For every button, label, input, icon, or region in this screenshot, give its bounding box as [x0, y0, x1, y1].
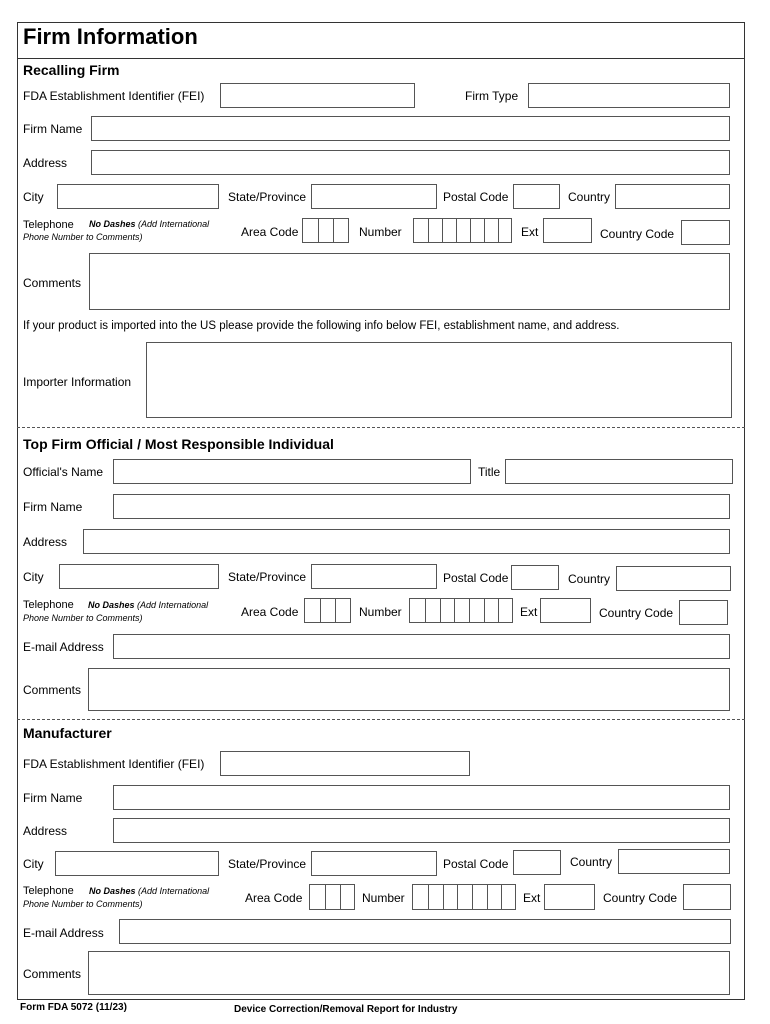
recalling-postal-input[interactable]	[513, 184, 560, 209]
recalling-comments-input[interactable]	[89, 253, 730, 310]
official-state-input[interactable]	[311, 564, 437, 589]
manufacturer-firm-name-input[interactable]	[113, 785, 730, 810]
official-firm-name-input[interactable]	[113, 494, 730, 519]
official-intl-note-1: (Add International	[137, 600, 209, 610]
manufacturer-address-label: Address	[23, 824, 68, 838]
recalling-country-code-label: Country Code	[600, 227, 675, 241]
manufacturer-comments-label: Comments	[23, 967, 82, 981]
importer-info-label: Importer Information	[23, 375, 132, 389]
recalling-country-code-input[interactable]	[681, 220, 730, 245]
manufacturer-number-input[interactable]	[412, 884, 516, 910]
recalling-city-label: City	[23, 190, 44, 204]
manufacturer-fei-label: FDA Establishment Identifier (FEI)	[23, 757, 205, 771]
form-id: Form FDA 5072 (11/23)	[20, 1002, 127, 1013]
recalling-postal-label: Postal Code	[443, 190, 509, 204]
official-email-input[interactable]	[113, 634, 730, 659]
manufacturer-firm-name-label: Firm Name	[23, 791, 83, 805]
official-country-code-label: Country Code	[599, 606, 674, 620]
recalling-firm-type-input[interactable]	[528, 83, 730, 108]
recalling-city-input[interactable]	[57, 184, 219, 209]
official-address-input[interactable]	[83, 529, 730, 554]
recalling-firm-name-label: Firm Name	[23, 122, 83, 136]
official-state-label: State/Province	[228, 570, 307, 584]
manufacturer-heading: Manufacturer	[23, 725, 112, 741]
recalling-address-input[interactable]	[91, 150, 730, 175]
section-divider	[17, 719, 745, 720]
recalling-address-label: Address	[23, 156, 68, 170]
manufacturer-area-code-label: Area Code	[245, 891, 303, 905]
manufacturer-ext-input[interactable]	[544, 884, 595, 910]
official-number-label: Number	[359, 605, 402, 619]
official-number-input[interactable]	[409, 598, 513, 623]
manufacturer-telephone-label: Telephone	[23, 885, 74, 897]
official-comments-input[interactable]	[88, 668, 730, 711]
recalling-number-input[interactable]	[413, 218, 512, 243]
official-area-code-input[interactable]	[304, 598, 351, 623]
recalling-firm-name-input[interactable]	[91, 116, 730, 141]
recalling-intl-note-1: (Add International	[138, 219, 210, 229]
official-postal-input[interactable]	[511, 565, 559, 590]
official-ext-input[interactable]	[540, 598, 591, 623]
recalling-comments-label: Comments	[23, 276, 82, 290]
form-title: Device Correction/Removal Report for Industry	[234, 1004, 458, 1015]
official-ext-label: Ext	[520, 605, 538, 619]
recalling-ext-input[interactable]	[543, 218, 592, 243]
official-postal-label: Postal Code	[443, 571, 509, 585]
official-city-label: City	[23, 570, 44, 584]
official-email-label: E-mail Address	[23, 640, 104, 654]
official-country-code-input[interactable]	[679, 600, 728, 625]
page-title: Firm Information	[23, 24, 198, 49]
official-firm-name-label: Firm Name	[23, 500, 83, 514]
manufacturer-number-label: Number	[362, 891, 405, 905]
official-heading: Top Firm Official / Most Responsible Individual	[23, 436, 334, 452]
manufacturer-email-input[interactable]	[119, 919, 731, 944]
official-no-dashes: No Dashes	[88, 600, 135, 610]
official-title-label: Title	[478, 465, 501, 479]
manufacturer-area-code-input[interactable]	[309, 884, 355, 910]
recalling-fei-label: FDA Establishment Identifier (FEI)	[23, 89, 205, 103]
recalling-firm-heading: Recalling Firm	[23, 62, 120, 78]
recalling-telephone-label: Telephone	[23, 219, 74, 231]
section-divider	[17, 427, 745, 428]
manufacturer-email-label: E-mail Address	[23, 926, 104, 940]
title-divider	[18, 58, 744, 59]
import-note: If your product is imported into the US please provide the following info below FEI, establishment name, and address.	[23, 320, 620, 332]
official-name-label: Official's Name	[23, 465, 104, 479]
recalling-fei-input[interactable]	[220, 83, 415, 108]
manufacturer-postal-label: Postal Code	[443, 857, 509, 871]
official-country-input[interactable]	[616, 566, 731, 591]
manufacturer-comments-input[interactable]	[88, 951, 730, 995]
recalling-country-label: Country	[568, 190, 611, 204]
official-country-label: Country	[568, 572, 611, 586]
official-intl-note-2: Phone Number to Comments)	[23, 613, 143, 623]
manufacturer-intl-note-1: (Add International	[138, 886, 210, 896]
manufacturer-country-code-input[interactable]	[683, 884, 731, 910]
recalling-intl-note-2: Phone Number to Comments)	[23, 232, 143, 242]
official-title-input[interactable]	[505, 459, 733, 484]
official-name-input[interactable]	[113, 459, 471, 484]
manufacturer-no-dashes: No Dashes	[89, 886, 136, 896]
manufacturer-state-label: State/Province	[228, 857, 307, 871]
official-comments-label: Comments	[23, 683, 82, 697]
manufacturer-country-code-label: Country Code	[603, 891, 678, 905]
manufacturer-city-input[interactable]	[55, 851, 219, 876]
recalling-number-label: Number	[359, 225, 402, 239]
manufacturer-city-label: City	[23, 857, 44, 871]
recalling-firm-type-label: Firm Type	[465, 89, 519, 103]
manufacturer-intl-note-2: Phone Number to Comments)	[23, 899, 143, 909]
recalling-state-label: State/Province	[228, 190, 307, 204]
official-area-code-label: Area Code	[241, 605, 299, 619]
recalling-area-code-label: Area Code	[241, 225, 299, 239]
official-city-input[interactable]	[59, 564, 219, 589]
recalling-country-input[interactable]	[615, 184, 730, 209]
manufacturer-postal-input[interactable]	[513, 850, 561, 875]
manufacturer-country-input[interactable]	[618, 849, 730, 874]
official-telephone-label: Telephone	[23, 599, 74, 611]
manufacturer-state-input[interactable]	[311, 851, 437, 876]
official-address-label: Address	[23, 535, 68, 549]
recalling-no-dashes: No Dashes	[89, 219, 136, 229]
manufacturer-country-label: Country	[570, 855, 613, 869]
importer-info-input[interactable]	[146, 342, 732, 418]
recalling-ext-label: Ext	[521, 225, 539, 239]
manufacturer-address-input[interactable]	[113, 818, 730, 843]
recalling-area-code-input[interactable]	[302, 218, 349, 243]
recalling-state-input[interactable]	[311, 184, 437, 209]
manufacturer-ext-label: Ext	[523, 891, 541, 905]
manufacturer-fei-input[interactable]	[220, 751, 470, 776]
